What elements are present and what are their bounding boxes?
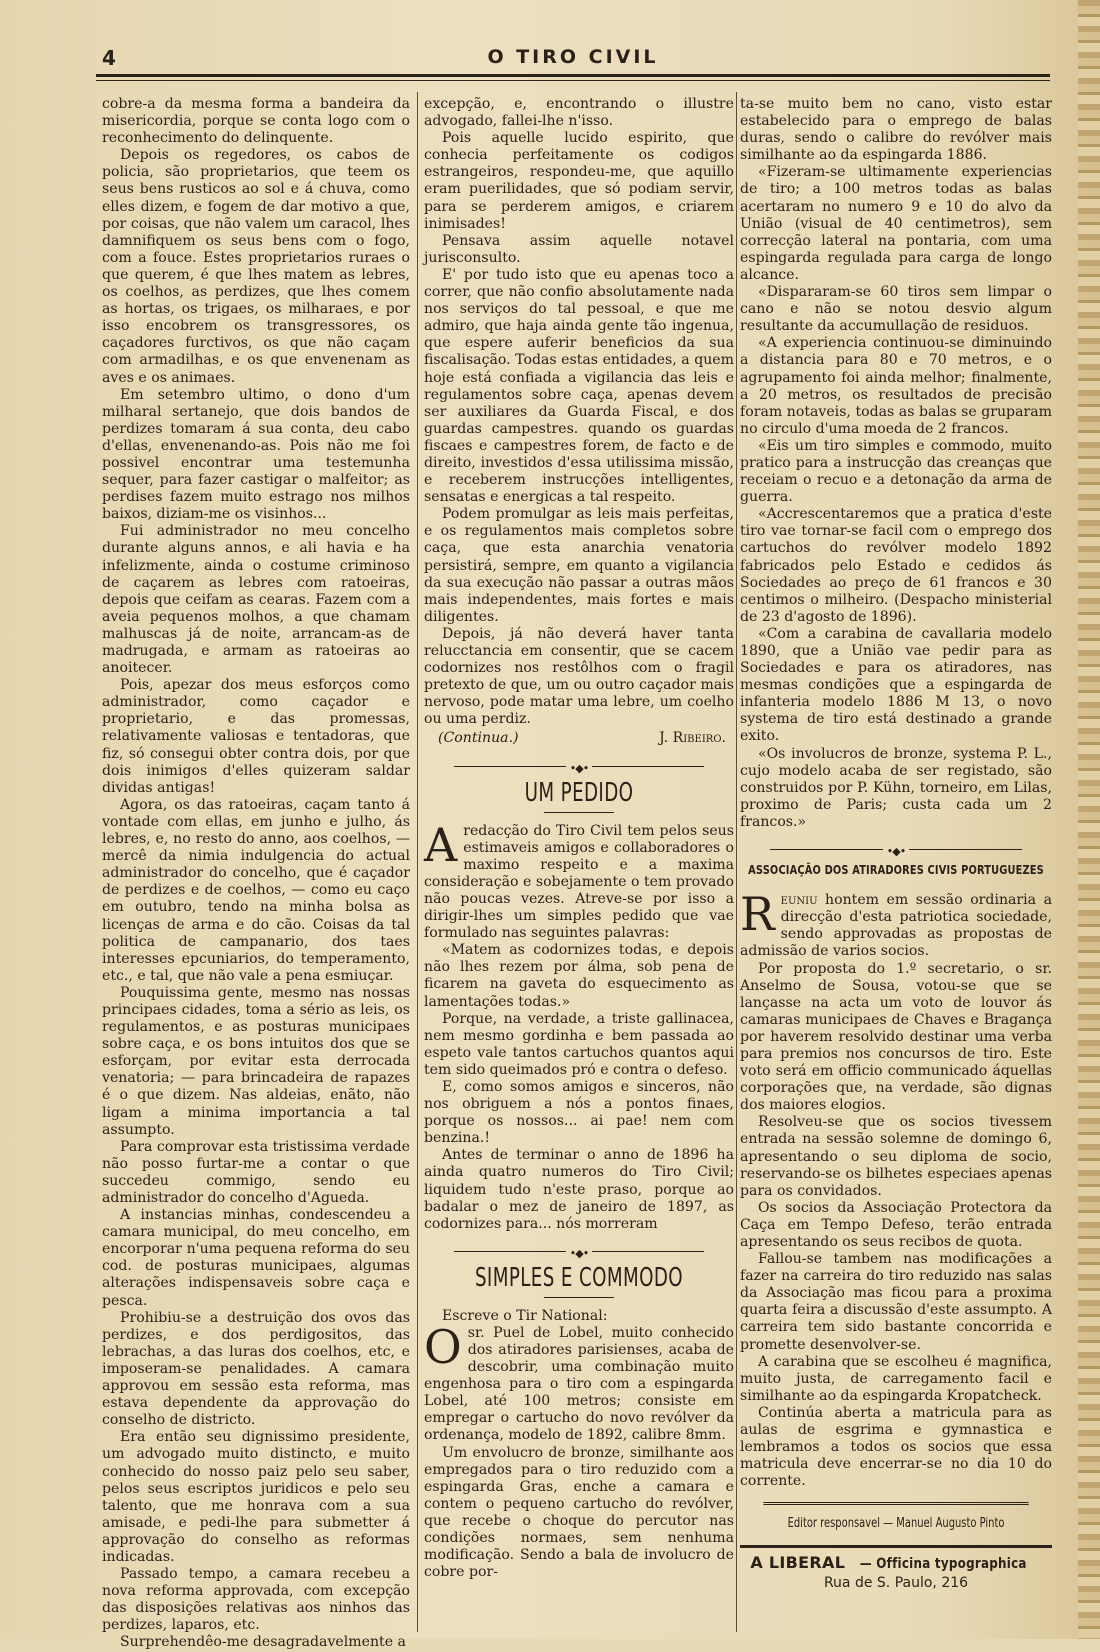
paragraph-text: hontem em sessão ordinaria a direcção d'esta patriotica sociedade, sendo approvadas as propostas de admissão de varios socios. bbox=[740, 892, 1052, 960]
section-ornament bbox=[740, 843, 1052, 859]
paragraph: ta-se muito bem no cano, visto estar estabelecido para o emprego de balas duras, sendo o calibre do revólver mais similhante ao da espingarda 1886. bbox=[740, 96, 1052, 164]
paragraph: Prohibiu-se a destruição dos ovos das perdizes, e dos perdigositos, das lebrachas, a das luras dos coelhos, etc, e imposeram-se penalidades. A camara approvou em sessão esta reforma, mas estava dependente da approvação do conselho de districto. bbox=[102, 1309, 410, 1429]
paragraph: Por proposta do 1.º secretario, o sr. Anselmo de Sousa, votou-se que se lançasse na acta um voto de louvor ás camaras municipaes de Chaves e Bragança por haverem resolvido destinar uma verba para premios nos concursos de tiro. Este voto será em officio communicado áquellas corporações que, na verdade, são dignas dos maiores elogios. bbox=[740, 960, 1052, 1114]
paragraph: Surprehendêo-me desagradavelmente a bbox=[120, 1634, 406, 1651]
paragraph: Pensava assim aquelle notavel jurisconsulto. bbox=[424, 232, 734, 266]
imprint-address: Rua de S. Paulo, 216 bbox=[823, 1574, 969, 1591]
section-ornament bbox=[424, 1245, 734, 1260]
paragraph: Era então seu dignissimo presidente, um advogado muito distincto, e muito conhecido do nosso paiz pelo seu saber, pelos seus escriptos juridicos e pelo seu talento, que me honrava com a sua amisade, e pedi-lhe para submetter á approvação do conselho as reformas indicadas. bbox=[102, 1429, 410, 1565]
paragraph: Agora, os das ratoeiras, caçam tanto á vontade com ellas, em junho e julho, ás lebres, e, no resto do anno, aos coelhos, — mercê da nimia indulgencia do actual administrador do concelho, que é caçador de perdizes e de coelhos, — como eu caço em outubro, tendo na minha bolsa as licenças de arma e do cão. Coisas da tal politica de campanario, dos taes interesses epcuniarios, do temperamento, etc., e tal, que não vale a pena esmiuçar. bbox=[102, 796, 410, 984]
paragraph: Porque, na verdade, a triste gallinacea, nem mesmo gordinha e bem passada ao espeto vale tantos cartuchos quantos aqui tem sido queimados pró e contra o defeso. bbox=[424, 1010, 734, 1078]
header-rule-thin bbox=[96, 80, 1050, 81]
paragraph: excepção, e, encontrando o illustre advogado, fallei-lhe n'isso. bbox=[424, 96, 734, 130]
paragraph: cobre-a da mesma forma a bandeira da misericordia, porque se conta logo com o reconhecimento do delinquente. bbox=[102, 96, 410, 147]
section-title-associacao: ASSOCIAÇÃO DOS ATIRADORES CIVIS PORTUGUEZES bbox=[748, 862, 1044, 878]
imprint-name bbox=[740, 1554, 1052, 1573]
paragraph: Pois aquelle lucido espirito, que conhecia perfeitamente os codigos estrangeiros, respondeu-me, que aquillo eram puerilidades, que só podiam servir, para se perderem amigos, e criarem inimisades! bbox=[424, 130, 734, 232]
paragraph: Pois, apezar dos meus esforços como administrador, como caçador e proprietario, e das promessas, relativamente valiosas e tentadoras, que fiz, só consegui obter contra dois, por que dois inimigos d'elles quizeram saldar dividas antigas! bbox=[102, 677, 410, 796]
paragraph: Fui administrador no meu concelho durante alguns annos, e ali havia e ha infelizmente, ainda o costume criminoso de caçarem as lebres com ratoeiras, depois que ceifam as cearas. Fazem com a aveia pequenos molhos, a que chamam malhuscas já de noite, arrancam-as de madrugada, e armam as ratoeiras ao anoitecer. bbox=[102, 523, 410, 677]
intro-line: Escreve o Tir National: bbox=[442, 1307, 608, 1324]
paragraph: A instancias minhas, condescendeu a camara municipal, do meu concelho, em encorporar n'uma pequena reforma do seu cod. de posturas municipaes, algumas alterações indispensaveis sobre caça e pesca. bbox=[102, 1207, 410, 1309]
column-1 bbox=[102, 96, 410, 1651]
paragraph: «Os involucros de bronze, systema P. L., cujo modelo acaba de ser registado, são construidos por P. Kühn, torneiro, em Lilas, proximo de Paris; custa cada um 2 francos.» bbox=[740, 745, 1052, 830]
drop-cap: A bbox=[424, 817, 458, 872]
paragraph: Depois os regedores, os cabos de policia, são proprietarios, que teem os seus bens rusticos ao sol e á chuva, como elles dizem, e fogem de dar motivo a que, por coisas, que não valem um caracol, lhes damnifiquem os seus bens com o fogo, com a fouce. Estes proprietarios ruraes o que querem, é que lhes matem as lebres, os coelhos, as perdizes, que lhes comem as hortas, os trigaes, os milharaes, e por isso encobrem os transgressores, os caçadores furctivos, os que não caçam com armadilhas, e os que envenenam as aves e os animaes. bbox=[102, 147, 410, 386]
header-rule-thick bbox=[96, 74, 1050, 77]
author-name: J. Ribeiro. bbox=[659, 730, 726, 747]
title-underline bbox=[544, 1297, 614, 1298]
paragraph: Pouquissima gente, mesmo nas nossas principaes cidades, toma a sério as leis, os regulamentos, e as posturas municipaes sobre caça, e os bons intuitos dos que se esforçam, por evitar esta derrocada venatoria; — para brincadeira de rapazes é o que dizem. Nas aldeias, enãto, não ligam a minima importancia a tal assumpto. bbox=[102, 984, 410, 1138]
title-underline bbox=[544, 812, 614, 813]
paragraph: «Accrescentaremos que a pratica d'este tiro vae tornar-se facil com o emprego dos cartuchos do revólver modelo 1892 fabricados pelo Estado e cedidos ás Sociedades ao preço de 61 francos e 30 centimos o milheiro. (Despacho ministerial de 23 d'agosto de 1896). bbox=[740, 506, 1052, 625]
imprint-rule bbox=[740, 1545, 1052, 1548]
column-2 bbox=[424, 96, 734, 1631]
section-ornament bbox=[424, 760, 734, 775]
paragraph: «A experiencia continuou-se diminuindo a distancia para 80 e 70 metros, e o agrupamento foi ainda melhor; finalmente, a 20 metros, os resultados de precisão foram notaveis, todas as balas se gruparam no circulo d'uma moeda de 2 francos. bbox=[740, 335, 1052, 437]
ornament-glyph: •◆• bbox=[566, 1247, 592, 1260]
paragraph: E, como somos amigos e sinceros, não nos obriguem a nós a pontos finaes, porque os nossos... ai pae! nem com benzina.! bbox=[424, 1078, 734, 1147]
paragraph: Resolveu-se que os socios tivessem entrada na sessão solemne de domingo 6, apresentando o seu diploma de socio, reservando-se os bilhetes especiaes apenas para os convidados. bbox=[740, 1114, 1052, 1199]
paragraph bbox=[424, 817, 734, 943]
paragraph: «Dispararam-se 60 tiros sem limpar o cano e não se notou desvio algum resultante da accumullação de residuos. bbox=[740, 284, 1052, 335]
paragraph: «Eis um tiro simples e commodo, muito pratico para a instrucção das creanças que receiam o recuo e a detonação da arma de guerra. bbox=[740, 437, 1052, 506]
article-signature bbox=[424, 730, 734, 747]
page-number: 4 bbox=[102, 46, 116, 70]
paragraph-text: sr. Puel de Lobel, muito conhecido dos atiradores parisienses, acaba de descobrir, uma combinação muito engenhosa para o tiro com a espingarda Lobel, até 100 metros; consiste em empregar o cartucho do novo revólver da ordenança, modelo de 1892, calibre 8mm. bbox=[424, 1324, 734, 1444]
first-word: euniu bbox=[780, 892, 818, 909]
printer-name: A LIBERAL bbox=[750, 1552, 846, 1572]
paragraph: «Com a carabina de cavallaria modelo 1890, que a União vae pedir para as Sociedades e para os atiradores, nas mesmas condições que a espingarda de infanteria modelo 1886 M 13, o novo systema de tiro está destinado a grande exito. bbox=[740, 625, 1052, 745]
paragraph: Fallou-se tambem nas modificações a fazer na carreira do tiro reduzido nas salas da Associação mas ficou para a proxima quarta feira a discussão d'este assumpto. A carreira tem sido bastante concorrida e promette desenvolver-se. bbox=[740, 1251, 1052, 1353]
continua-note: (Continua.) bbox=[438, 730, 519, 747]
printer-desc: — Officina typographica bbox=[859, 1555, 1027, 1572]
page-edge-shadow bbox=[1078, 0, 1100, 1639]
paragraph bbox=[740, 887, 1052, 960]
editor-line: Editor responsavel — Manuel Augusto Pinto bbox=[763, 1502, 1028, 1540]
section-title-simples-e-commodo: SIMPLES E COMMODO bbox=[474, 1262, 684, 1293]
paragraph: «Fizeram-se ultimamente experiencias de tiro; a 100 metros todas as balas acertaram no numero 9 e 10 do alvo da União (visual de 40 centimetros), sem correcção lateral na pontaria, com uma espingarda regulada para carga de longo alcance. bbox=[740, 164, 1052, 283]
column-divider bbox=[736, 92, 737, 1632]
paragraph: Depois, já não deverá haver tanta relucctancia em consentir, que se cacem codornizes nos restôlhos com o fragil pretexto de que, um ou outro caçador mais nervoso, pode matar uma lebre, um coelho ou uma perdiz. bbox=[424, 625, 734, 728]
paragraph: Passado tempo, a camara recebeu a nova reforma approvada, com excepção das disposições relativas aos ninhos das perdizes, laparos, etc. bbox=[102, 1566, 410, 1634]
column-3 bbox=[740, 96, 1052, 1631]
paragraph: Antes de terminar o anno de 1896 ha ainda quatro numeros do Tiro Civil; liquidem tudo n'este praso, porque ao badalar o mez de janeiro de 1897, as codornizes para... nós morreram bbox=[424, 1147, 734, 1232]
paragraph: E' por tudo isto que eu apenas toco a correr, que não confio absolutamente nada nos serviços do tal pessoal, e que me admiro, que haja ainda gente tão ingenua, que espere auferir beneficios da sua fiscalisação. Todas estas entidades, a quem hoje está confiada a vigilancia das leis e regulamentos sobre caça, apenas devem ser auxiliares da Guarda Fiscal, e dos guardas campestres. quando os guardas fiscaes e campestres forem, de facto e de direito, investidos d'essa utilissima missão, e receberem instrucções intelligentes, sensatas e energicas a tal respeito. bbox=[424, 266, 734, 506]
paragraph: Para comprovar esta tristissima verdade não posso furtar-me a contar o que succedeu commigo, sendo eu administrador do concelho d'Agueda. bbox=[102, 1138, 410, 1206]
section-title-um-pedido: UM PEDIDO bbox=[524, 777, 634, 808]
paragraph: Um envolucro de bronze, similhante aos empregados para o tiro reduzido com a espingarda Gras, enche a camara e contem o pequeno cartucho do revólver, que recebe o choque do percutor nas condições normaes, sem nenhuma modificação. Sendo a bala de involucro de cobre por- bbox=[424, 1444, 734, 1581]
paragraph: Os socios da Associação Protectora da Caça em Tempo Defeso, terão entrada apresentando os seus recibos de quota. bbox=[740, 1199, 1052, 1250]
newspaper-title: O TIRO CIVIL bbox=[487, 46, 659, 68]
ornament-glyph: •◆• bbox=[566, 762, 592, 775]
page-header bbox=[96, 46, 1050, 88]
paragraph-text: redacção do Tiro Civil tem pelos seus estimaveis amigos e collaboradores o maximo respeito e a maxima consideração e sobejamente o tem provado não poucas vezes. Atreve-se por isso a dirigir-lhes um simples pedido que vae formulado nas seguintes palavras: bbox=[424, 822, 734, 942]
paragraph: Em setembro ultimo, o dono d'um milharal sertanejo, que dois bandos de perdizes tomaram á sua conta, deu cabo d'ellas, envenenando-as. Pois não me foi possivel encontrar uma testemunha sequer, para fazer castigar o malfeitor; as perdises fazem muito estrago nos milhos baixos, diziam-me os visinhos... bbox=[102, 386, 410, 523]
paragraph: A carabina que se escolheu é magnifica, muito justa, de carregamento facil e similhante ao da espingarda Kropatcheck. bbox=[740, 1353, 1052, 1404]
paragraph bbox=[424, 1319, 734, 1445]
paragraph: Continúa aberta a matricula para as aulas de esgrima e gymnastica e lembramos a todos os socios que essa matricula deve encerrar-se no dia 10 do corrente. bbox=[740, 1404, 1052, 1490]
paragraph: Podem promulgar as leis mais perfeitas, e os regulamentos mais completos sobre caça, que esta anarchia venatoria persistirá, sempre, em quanto a vigilancia da sua execução não passar a outras mãos mais independentes, mais fortes e mais diligentes. bbox=[424, 506, 734, 625]
ornament-glyph: •◆• bbox=[883, 845, 909, 858]
column-divider bbox=[417, 92, 418, 1632]
drop-cap: R bbox=[740, 887, 775, 942]
paragraph: «Matem as codornizes todas, e depois não lhes rezem por álma, sob pena de ficarem na gaveta do esquecimento as lamentações todas.» bbox=[424, 942, 734, 1010]
drop-cap: O bbox=[424, 1319, 462, 1374]
